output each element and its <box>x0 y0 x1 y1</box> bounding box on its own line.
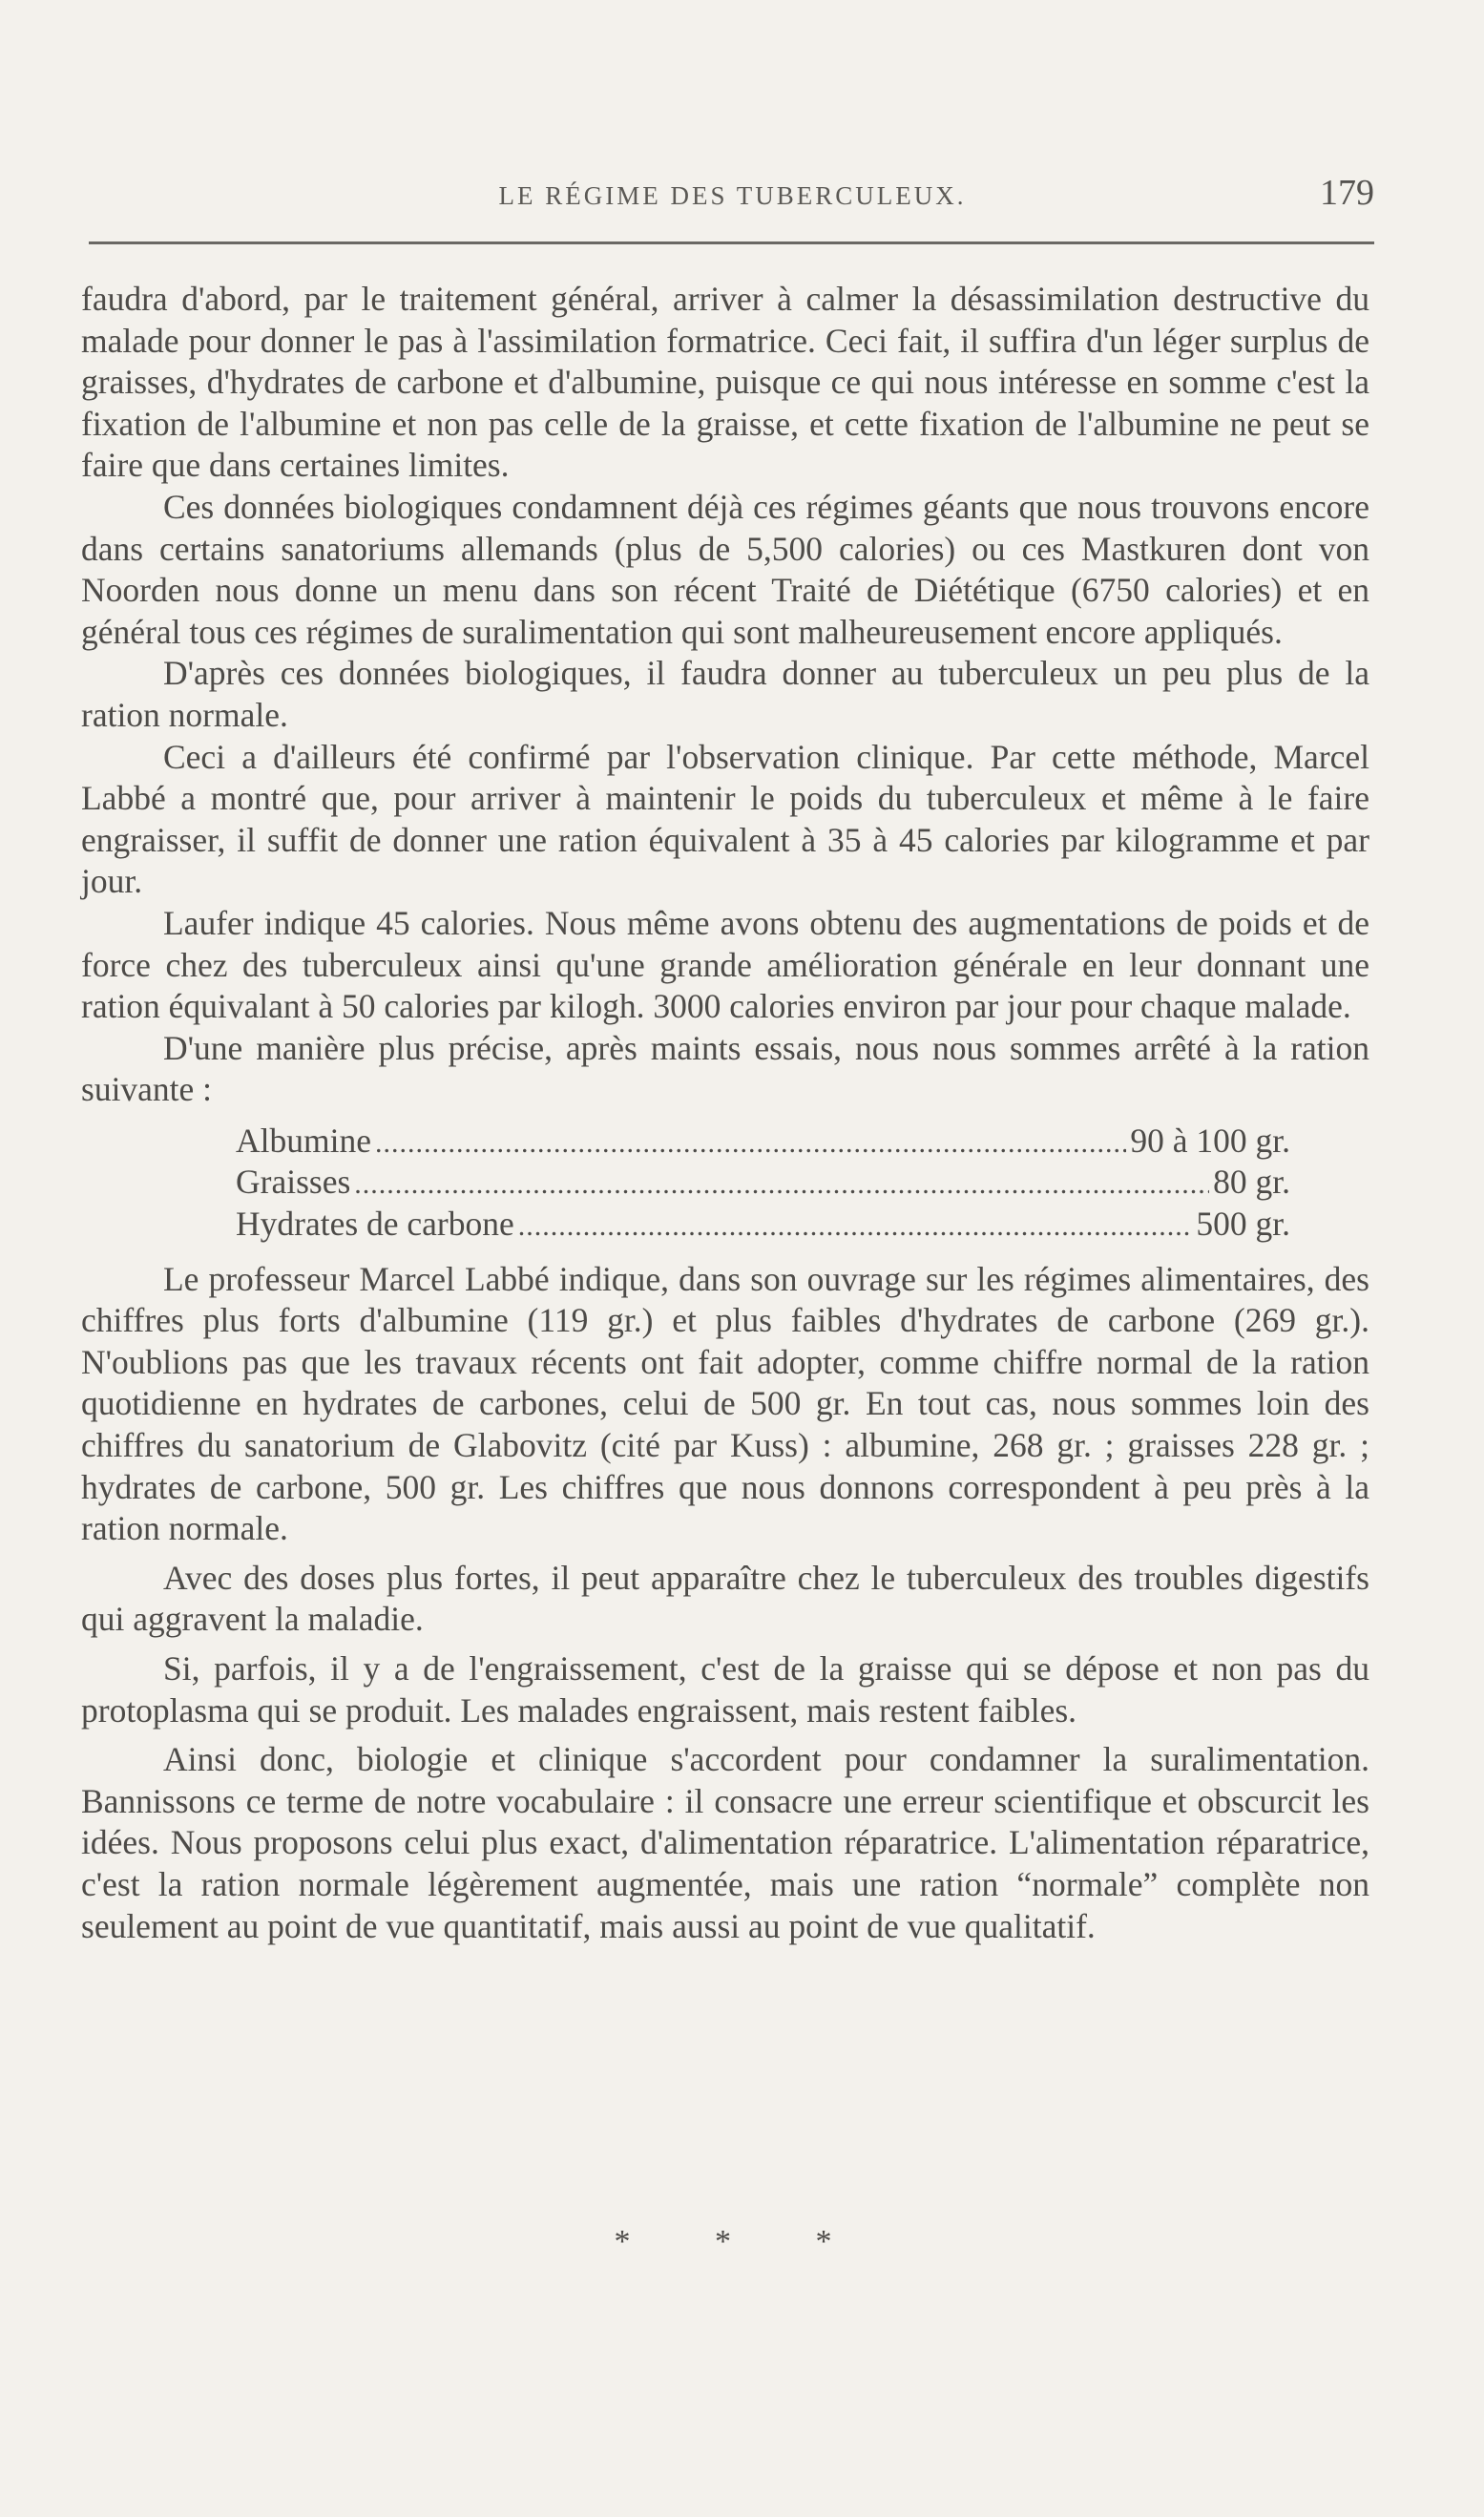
running-head: LE RÉGIME DES TUBERCULEUX. <box>498 181 967 210</box>
dot-leader <box>354 1164 1209 1206</box>
ration-item-value: 90 à 100 gr. <box>1130 1121 1290 1160</box>
dot-leader <box>375 1122 1126 1164</box>
ration-item-name: Albumine <box>236 1121 371 1160</box>
paragraph: Ces données biologiques condamnent déjà ces régimes géants que nous trouvons encore dans certains sanatoriums allemands (plus de 5,500 calories) ou ces Mastkuren dont von Noorden nous donne un menu dans son récent Traité de Diététique (6750 calories) et en général tous ces régimes de suralimentation qui sont malheureusement encore appliqués. <box>81 487 1369 651</box>
paragraph: Avec des doses plus fortes, il peut apparaître chez le tuberculeux des troubles digestifs qui aggravent la maladie. <box>81 1558 1369 1639</box>
ration-item <box>236 1162 1290 1204</box>
dot-leader <box>518 1206 1193 1248</box>
ration-item <box>236 1121 1290 1163</box>
ration-item-name: Graisses <box>236 1163 351 1202</box>
section-ornament: * * * <box>614 2224 870 2259</box>
paragraph: faudra d'abord, par le traitement général, arriver à calmer la désassimilation destructive du malade pour donner le pas à l'assimilation formatrice. Ceci fait, il suffira d'un léger surplus de graisses, d'hydrates de carbone et d'albumine, puisque ce qui nous intéresse en somme c'est la fixation de l'albumine et non pas celle de la graisse, et cette fixation de l'albumine ne peut se faire que dans certaines limites. <box>81 280 1369 485</box>
header-rule <box>89 241 1374 244</box>
paragraph: Ceci a d'ailleurs été confirmé par l'observation clinique. Par cette méthode, Marcel Labbé a montré que, pour arriver à maintenir le poids du tuberculeux et même à le faire engraisser, il suffit de donner une ration équivalent à 35 à 45 calories par kilogramme et par jour. <box>81 737 1369 901</box>
ration-item-value: 500 gr. <box>1196 1205 1290 1244</box>
paragraph: Si, parfois, il y a de l'engraissement, c'est de la graisse qui se dépose et non pas du protoplasma qui se produit. Les malades engraissent, mais restent faibles. <box>81 1649 1369 1730</box>
paragraph: D'après ces données biologiques, il faudra donner au tuberculeux un peu plus de la ration normale. <box>81 654 1369 734</box>
ration-item <box>236 1204 1290 1246</box>
page-header <box>91 172 1374 220</box>
ration-item-name: Hydrates de carbone <box>236 1205 514 1244</box>
paragraph: Ainsi donc, biologie et clinique s'accordent pour condamner la suralimentation. Bannissons ce terme de notre vocabulaire : il consacre une erreur scientifique et obscurcit les idées. Nous proposons celui plus exact, d'alimentation réparatrice. L'alimentation réparatrice, c'est la ration normale légèrement augmentée, mais une ration “normale” complète non seulement au point de vue quantitatif, mais aussi au point de vue qualitatif. <box>81 1740 1369 1945</box>
body-text <box>81 279 1369 1947</box>
paragraph: Laufer indique 45 calories. Nous même avons obtenu des augmentations de poids et de force chez des tuberculeux ainsi qu'une grande amélioration générale en leur donnant une ration équivalant à 50 calories par kilogh. 3000 calories environ par jour pour chaque malade. <box>81 903 1369 1026</box>
page-number: 179 <box>1320 173 1374 213</box>
paragraph: D'une manière plus précise, après maints essais, nous nous sommes arrêté à la ration suivante : <box>81 1028 1369 1109</box>
ration-item-value: 80 gr. <box>1213 1163 1290 1202</box>
paragraph: Le professeur Marcel Labbé indique, dans son ouvrage sur les régimes alimentaires, des chiffres plus forts d'albumine (119 gr.) et plus faibles d'hydrates de carbone (269 gr.). N'oublions pas que les travaux récents ont fait adopter, comme chiffre normal de la ration quotidienne en hydrates de carbones, celui de 500 gr. En tout cas, nous sommes loin des chiffres du sanatorium de Glabovitz (cité par Kuss) : albumine, 268 gr. ; graisses 228 gr. ; hydrates de carbone, 500 gr. Les chiffres que nous donnons correspondent à peu près à la ration normale. <box>81 1259 1369 1548</box>
ration-list <box>236 1121 1290 1246</box>
